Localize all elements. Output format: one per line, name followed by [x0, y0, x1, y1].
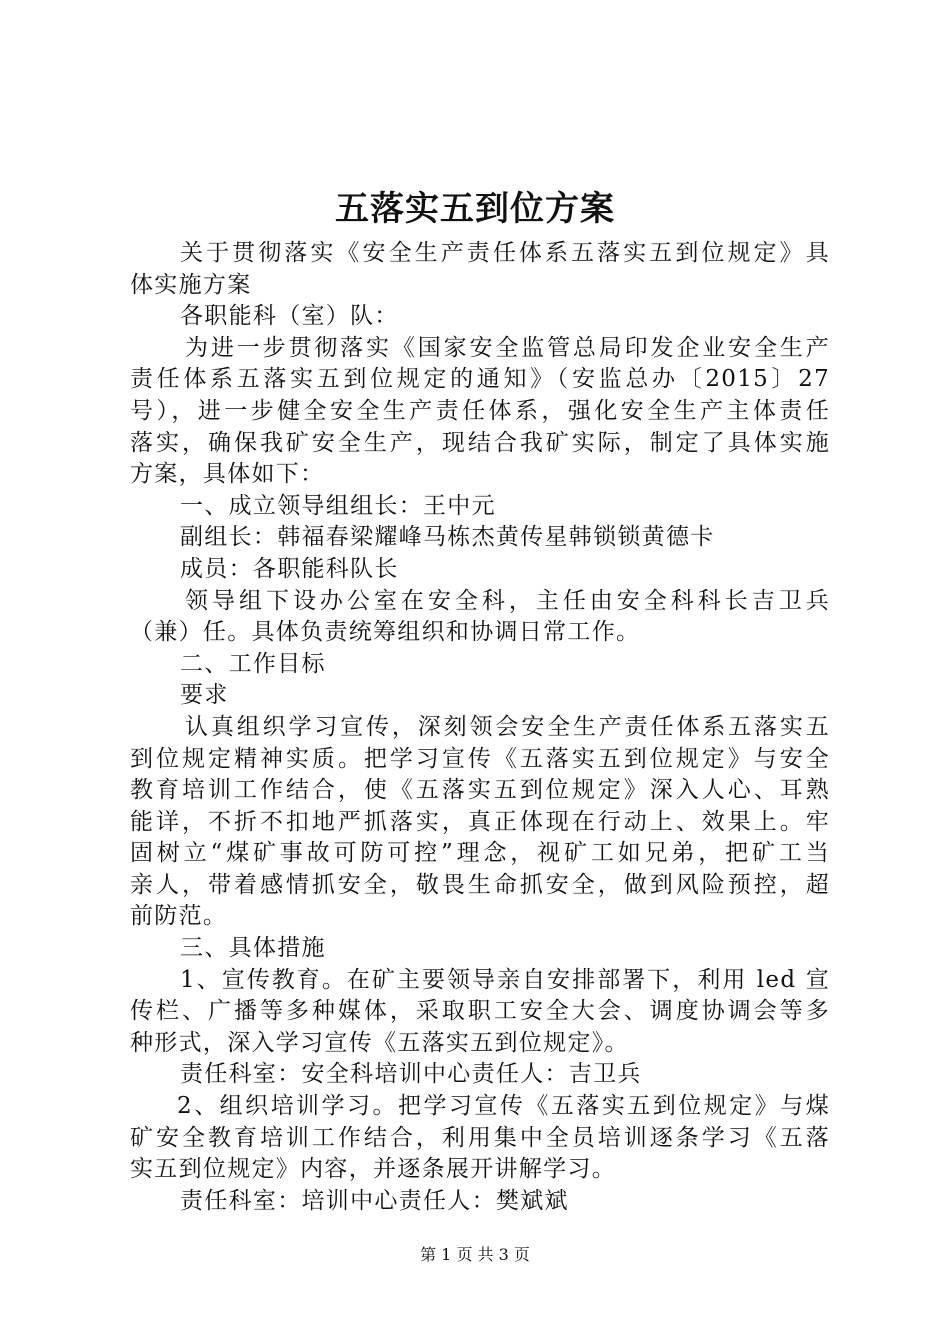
paragraph-line: 成员：各职能科队长	[180, 555, 399, 582]
paragraph-line: 责任科室：培训中心责任人：樊斌斌	[180, 1187, 569, 1214]
paragraph-line: 认真组织学习宣传，深刻领会安全生产责任体系五落实五	[185, 713, 830, 740]
paragraph-line: 能详，不折不扣地严抓落实，真正体现在行动上、效果上。牢	[130, 808, 830, 835]
paragraph-line: 一、成立领导组组长：王中元	[180, 492, 496, 519]
paragraph-line: 体实施方案	[130, 271, 252, 298]
paragraph-line: 领导组下设办公室在安全科，主任由安全科科长吉卫兵	[185, 587, 830, 614]
paragraph-line: 责任体系五落实五到位规定的通知》（安监总办〔2015〕27	[130, 366, 830, 393]
paragraph-line: 种形式，深入学习宣传《五落实五到位规定》。	[130, 1029, 629, 1056]
paragraph-line: 各职能科（室）队：	[180, 303, 399, 330]
document-title: 五落实五到位方案	[335, 189, 615, 229]
paragraph-line: 要求	[180, 682, 229, 709]
paragraph-line: （兼）任。具体负责统筹组织和协调日常工作。	[130, 619, 641, 646]
paragraph-line: 实五到位规定》内容，并逐条展开讲解学习。	[130, 1156, 616, 1183]
paragraph-line: 固树立“煤矿事故可防可控”理念，视矿工如兄弟，把矿工当	[130, 840, 830, 867]
page-indicator: 第 1 页 共 3 页	[420, 1245, 530, 1264]
paragraph-line: 责任科室：安全科培训中心责任人：吉卫兵	[180, 1061, 642, 1088]
paragraph-line: 副组长：韩福春梁耀峰马栋杰黄传星韩锁锁黄德卡	[180, 524, 715, 551]
paragraph-line: 传栏、广播等多种媒体，采取职工安全大会、调度协调会等多	[130, 998, 830, 1025]
paragraph-line: 号），进一步健全安全生产责任体系，强化安全生产主体责任	[130, 397, 830, 424]
paragraph-line: 2、组织培训学习。把学习宣传《五落实五到位规定》与煤	[177, 1093, 830, 1120]
paragraph-line: 前防范。	[130, 903, 228, 930]
paragraph-line: 三、具体措施	[180, 935, 326, 962]
paragraph-line: 1、宣传教育。在矿主要领导亲自安排部署下，利用 led 宣	[180, 966, 830, 993]
paragraph-line: 落实，确保我矿安全生产，现结合我矿实际，制定了具体实施	[130, 429, 830, 456]
paragraph-line: 矿安全教育培训工作结合，利用集中全员培训逐条学习《五落	[130, 1124, 830, 1151]
paragraph-line: 为进一步贯彻落实《国家安全监管总局印发企业安全生产	[185, 334, 830, 361]
paragraph-line: 方案，具体如下：	[130, 461, 325, 488]
paragraph-line: 二、工作目标	[180, 650, 326, 677]
paragraph-line: 关于贯彻落实《安全生产责任体系五落实五到位规定》具	[180, 240, 830, 266]
document-body	[130, 238, 830, 1217]
paragraph-line: 教育培训工作结合，使《五落实五到位规定》深入人心、耳熟	[130, 777, 830, 804]
paragraph-line: 到位规定精神实质。把学习宣传《五落实五到位规定》与安全	[130, 745, 830, 772]
paragraph-line: 亲人，带着感情抓安全，敬畏生命抓安全，做到风险预控，超	[130, 871, 830, 898]
